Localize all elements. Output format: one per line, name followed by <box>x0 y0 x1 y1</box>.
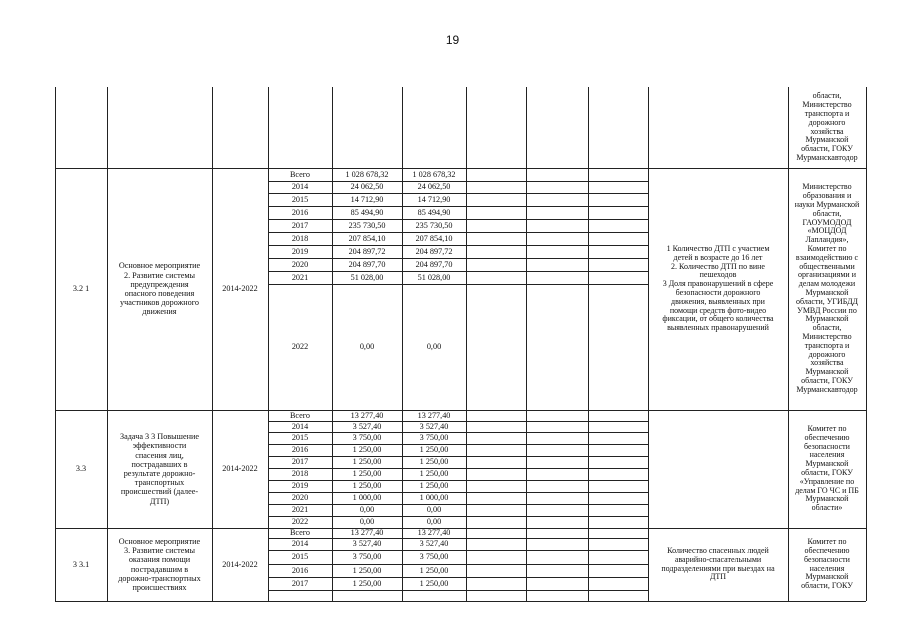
year-cell: 2017 <box>291 457 309 467</box>
indicators: 1 Количество ДТП с участием детей в возрасте до 16 лет 2. Количество ДТП по вине пешеходов 3 Доля правонарушений в сфере безопасности дорожного движения, выявленных при помощи средств фото-видео фиксации, от общего количества выявленных правонарушений <box>662 244 774 333</box>
activity-name: Основное мероприятие 3. Развитие системы оказания помощи пострадавшим в дорожно-транспортных происшествиях <box>118 536 201 592</box>
total-value: 3 527,40 <box>352 539 382 549</box>
total-value: 207 854,10 <box>348 233 386 243</box>
budget-value: 0,00 <box>426 505 442 515</box>
total-value: 1 000,00 <box>352 493 382 503</box>
total-value: 1 028 678,32 <box>345 169 389 179</box>
year-cell: 2014 <box>291 182 309 192</box>
total-value: 13 277,40 <box>350 410 384 420</box>
row-number: 3.3 <box>75 464 87 474</box>
total-value: 3 750,00 <box>352 433 382 443</box>
total-value: 3 527,40 <box>352 421 382 431</box>
row-number: 3 3.1 <box>72 559 90 569</box>
total-value: 204 897,70 <box>348 259 386 269</box>
year-cell: 2016 <box>291 207 309 217</box>
year-cell: Всего <box>289 169 311 179</box>
year-cell: 2017 <box>291 220 309 230</box>
year-cell: 2017 <box>291 578 309 588</box>
total-value: 1 250,00 <box>352 565 382 575</box>
period: 2014-2022 <box>222 284 258 294</box>
total-value: 0,00 <box>359 342 375 352</box>
period: 2014-2022 <box>222 559 258 569</box>
total-value: 1 250,00 <box>352 469 382 479</box>
year-cell: 2014 <box>291 421 309 431</box>
period: 2014-2022 <box>222 464 258 474</box>
year-cell: 2020 <box>291 493 309 503</box>
total-value: 0,00 <box>359 517 375 527</box>
budget-value: 0,00 <box>426 342 442 352</box>
budget-value: 85 494,90 <box>417 207 451 217</box>
total-value: 85 494,90 <box>350 207 384 217</box>
budget-value: 14 712,90 <box>417 194 451 204</box>
executor-continuation: области, Министерство транспорта и дорожного хозяйства Мурманской области, ГОКУ Мурманскавтодор <box>796 91 858 162</box>
total-value: 1 250,00 <box>352 578 382 588</box>
budget-value: 235 730,50 <box>415 220 453 230</box>
budget-value: 1 250,00 <box>419 578 449 588</box>
budget-value: 0,00 <box>426 517 442 527</box>
budget-value: 1 250,00 <box>419 457 449 467</box>
budget-value: 204 897,72 <box>415 246 453 256</box>
year-cell: 2022 <box>291 342 309 352</box>
year-cell: 2018 <box>291 233 309 243</box>
year-cell: Всего <box>289 528 311 538</box>
budget-value: 3 750,00 <box>419 433 449 443</box>
budget-value: 207 854,10 <box>415 233 453 243</box>
budget-value: 3 527,40 <box>419 421 449 431</box>
budget-value: 1 250,00 <box>419 445 449 455</box>
budget-value: 51 028,00 <box>417 272 451 282</box>
year-cell: 2021 <box>291 505 309 515</box>
page-number: 19 <box>445 33 460 47</box>
executor: Комитет по обеспечению безопасности населения Мурманской области, ГОКУ <box>801 537 853 591</box>
year-cell: 2019 <box>291 246 309 256</box>
total-value: 1 250,00 <box>352 445 382 455</box>
year-cell: 2018 <box>291 469 309 479</box>
budget-value: 1 250,00 <box>419 469 449 479</box>
budget-value: 1 250,00 <box>419 481 449 491</box>
indicators <box>650 410 786 528</box>
total-value: 51 028,00 <box>350 272 384 282</box>
budget-value: 3 750,00 <box>419 552 449 562</box>
executor: Комитет по обеспечению безопасности населения Мурманской области, ГОКУ «Управление по делам ГО ЧС и ПБ Мурманской области» <box>795 424 859 513</box>
total-value: 1 250,00 <box>352 481 382 491</box>
budget-value: 1 250,00 <box>419 565 449 575</box>
budget-value: 13 277,40 <box>417 528 451 538</box>
total-value: 235 730,50 <box>348 220 386 230</box>
indicators: Количество спасенных людей аварийно-спасательными подразделениями при выездах на ДТП <box>661 545 775 582</box>
total-value: 24 062,50 <box>350 182 384 192</box>
year-cell: Всего <box>289 410 311 420</box>
year-cell: 2015 <box>291 194 309 204</box>
budget-value: 3 527,40 <box>419 539 449 549</box>
year-cell: 2014 <box>291 539 309 549</box>
budget-value: 1 000,00 <box>419 493 449 503</box>
year-cell: 2016 <box>291 445 309 455</box>
activity-name: Основное мероприятие 2. Развитие системы предупреждения опасного поведения участников дорожного движения <box>118 261 201 317</box>
year-cell: 2021 <box>291 272 309 282</box>
total-value: 14 712,90 <box>350 194 384 204</box>
budget-value: 1 028 678,32 <box>412 169 456 179</box>
executor: Министерство образования и науки Мурманской области, ГАОУМОДОД «МОЦДОД Лапландия», Комитет по взаимодействию с общественными организациями и делам молодежи Мурманской области, УГИБДД УМВД России по Мурманской области, Министерство транспорта и дорожного хозяйства Мурманской области, ГОКУ Мурманскавтодор <box>794 182 860 394</box>
year-cell: 2016 <box>291 565 309 575</box>
total-value: 0,00 <box>359 505 375 515</box>
budget-value: 13 277,40 <box>417 410 451 420</box>
row-number: 3.2 1 <box>72 284 90 294</box>
activity-name: Задача 3 3 Повышение эффективности спасения лиц, пострадавших в результате дорожно- транспортных происшествий (далее- ДТП) <box>120 432 199 506</box>
budget-value: 204 897,70 <box>415 259 453 269</box>
year-cell: 2019 <box>291 481 309 491</box>
budget-value: 24 062,50 <box>417 182 451 192</box>
year-cell: 2020 <box>291 259 309 269</box>
total-value: 3 750,00 <box>352 552 382 562</box>
year-cell: 2015 <box>291 433 309 443</box>
total-value: 1 250,00 <box>352 457 382 467</box>
year-cell: 2022 <box>291 517 309 527</box>
total-value: 13 277,40 <box>350 528 384 538</box>
year-cell: 2015 <box>291 552 309 562</box>
total-value: 204 897,72 <box>348 246 386 256</box>
